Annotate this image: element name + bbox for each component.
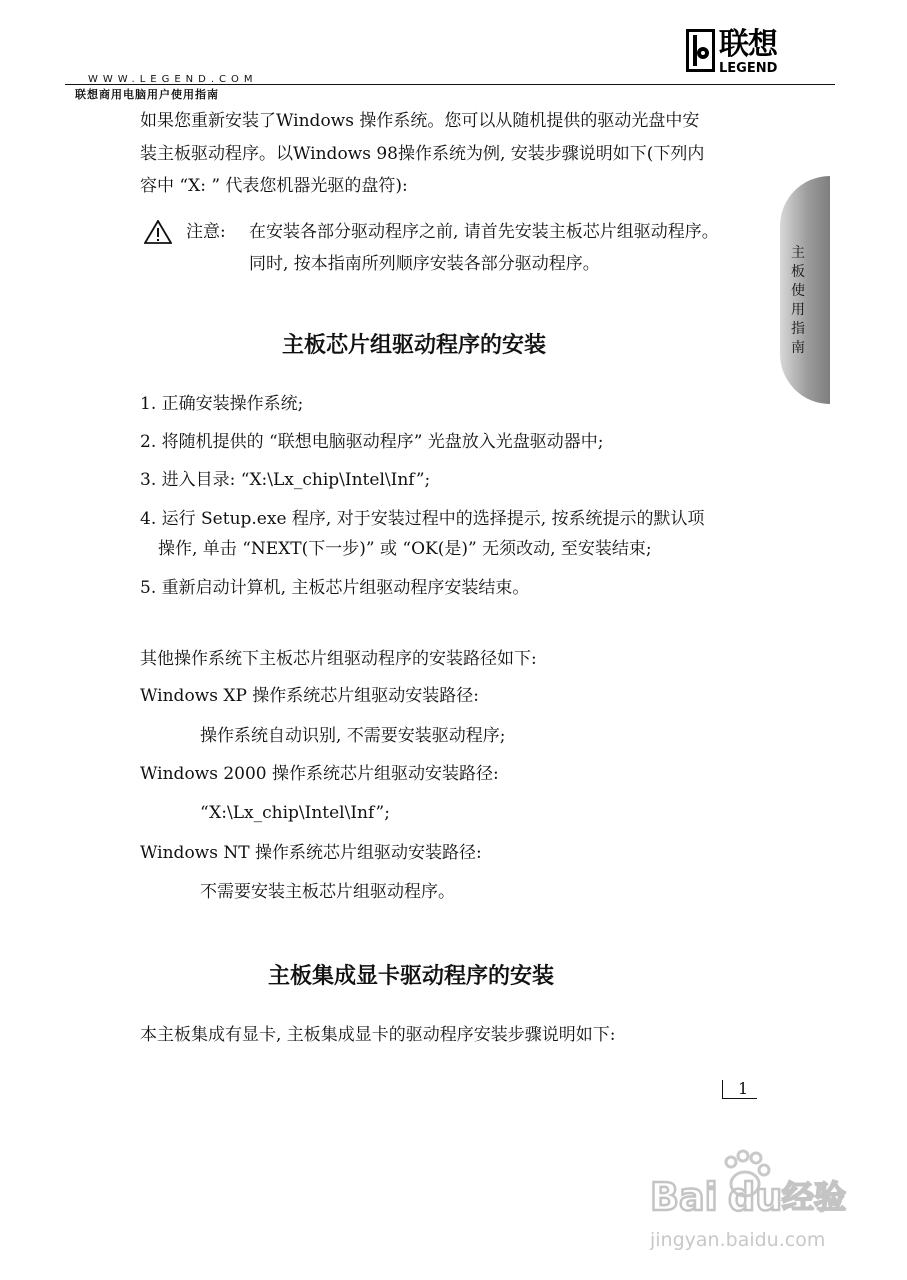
nt-path-label: Windows NT 操作系统芯片组驱动安装路径:: [140, 843, 482, 863]
note-line-2: 同时, 按本指南所列顺序安装各部分驱动程序。: [249, 254, 600, 274]
section-graphics-intro: 本主板集成有显卡, 主板集成显卡的驱动程序安装步骤说明如下:: [140, 1025, 616, 1045]
nt-path-value: 不需要安装主板芯片组驱动程序。: [200, 882, 455, 902]
section-graphics-title: 主板集成显卡驱动程序的安装: [268, 964, 555, 989]
step-3: 3. 进入目录: “X:\Lx_chip\Intel\Inf”;: [140, 470, 431, 490]
logo-chinese-text: 联想: [719, 27, 777, 62]
intro-line-2: 装主板驱动程序。以Windows 98操作系统为例, 安装步骤说明如下(下列内: [140, 144, 705, 164]
side-chapter-label: 主板使用指南: [791, 245, 805, 356]
svg-text:经验: 经验: [782, 1178, 847, 1216]
intro-line-3: 容中 “X: ” 代表您机器光驱的盘符):: [140, 176, 408, 196]
section-chipset-title: 主板芯片组驱动程序的安装: [282, 333, 547, 358]
step-1: 1. 正确安装操作系统;: [140, 394, 304, 414]
step-4-line-2: 操作, 单击 “NEXT(下一步)” 或 “OK(是)” 无须改动, 至安装结束;: [158, 539, 652, 559]
xp-path-label: Windows XP 操作系统芯片组驱动安装路径:: [140, 686, 480, 706]
note-label: 注意:: [186, 222, 226, 242]
header-url: WWW.LEGEND.COM: [88, 74, 258, 85]
page-number: 1: [738, 1079, 749, 1098]
xp-path-value: 操作系统自动识别, 不需要安装驱动程序;: [200, 726, 506, 746]
header-rule: [65, 84, 835, 85]
step-4-line-1: 4. 运行 Setup.exe 程序, 对于安装过程中的选择提示, 按系统提示的默认项: [140, 509, 705, 529]
baidu-jingyan-watermark: [648, 1148, 858, 1258]
note-line-1: 在安装各部分驱动程序之前, 请首先安装主板芯片组驱动程序。: [249, 222, 719, 242]
other-os-intro: 其他操作系统下主板芯片组驱动程序的安装路径如下:: [140, 649, 537, 669]
logo-english-text: LEGEND: [719, 61, 778, 76]
svg-text:du: du: [728, 1175, 783, 1219]
step-5: 5. 重新启动计算机, 主板芯片组驱动程序安装结束。: [140, 578, 530, 598]
svg-text:Bai: Bai: [650, 1175, 718, 1219]
svg-text:jingyan.baidu.com: jingyan.baidu.com: [650, 1229, 826, 1251]
w2k-path-value: “X:\Lx_chip\Intel\Inf”;: [200, 803, 390, 823]
warning-triangle-icon: [144, 220, 172, 244]
step-2: 2. 将随机提供的 “联想电脑驱动程序” 光盘放入光盘驱动器中;: [140, 432, 604, 452]
header-subtitle: 联想商用电脑用户使用指南: [75, 88, 219, 101]
intro-line-1: 如果您重新安装了Windows 操作系统。您可以从随机提供的驱动光盘中安: [140, 111, 700, 131]
w2k-path-label: Windows 2000 操作系统芯片组驱动安装路径:: [140, 764, 499, 784]
legend-logo-mark: [686, 29, 715, 72]
